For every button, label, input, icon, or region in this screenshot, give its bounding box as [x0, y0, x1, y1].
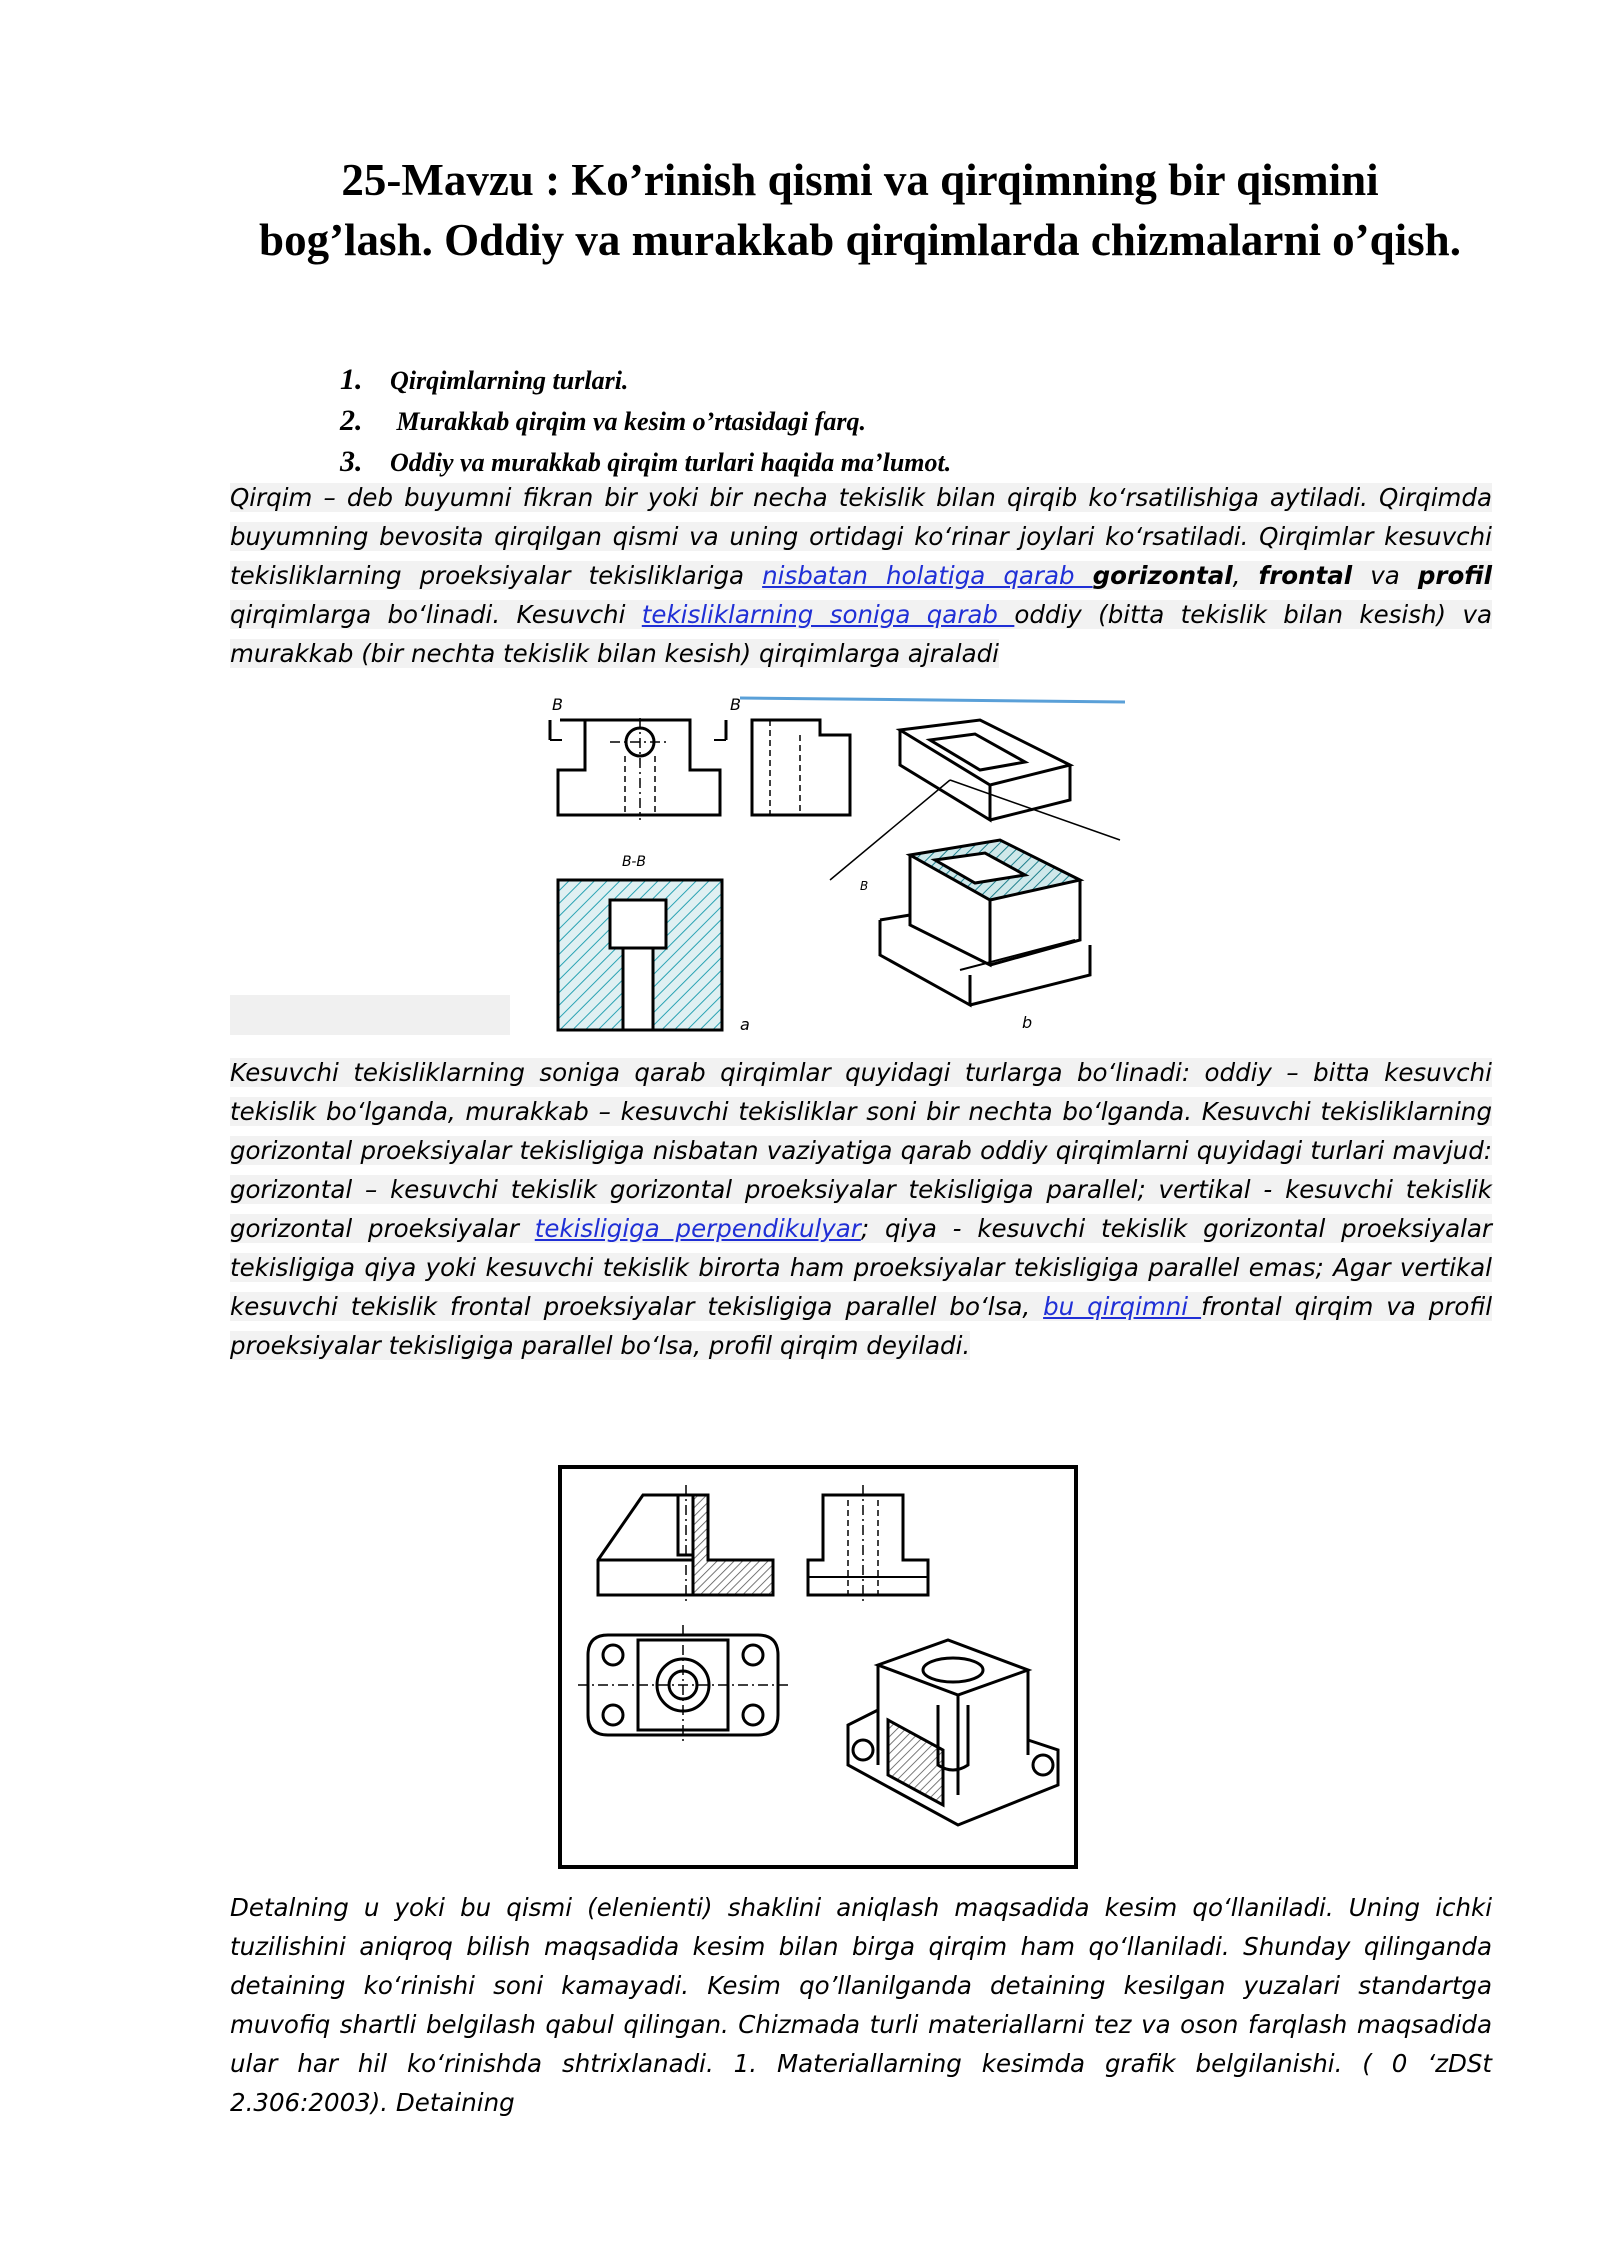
link-tekisliklarning-soniga[interactable]: tekisliklarning soniga qarab — [641, 600, 1015, 629]
figure-complex-section — [558, 1465, 1078, 1870]
bold-term: profil — [1417, 561, 1492, 590]
outline-text: Qirqimlarning turlari. — [390, 366, 629, 395]
bold-term: gorizontal — [1092, 561, 1233, 590]
topic-outline — [340, 360, 1340, 483]
text-segment: va — [1352, 561, 1418, 590]
text-segment: Qirqim – deb buyumni fikran bir yoki bir necha tekislik bilan qirqib ko‘rsatilishiga aytiladi. Qirqimda buyumning bevosita qirqilgan qismi va uning ortidagi ko‘rinar joylari ko‘rsatiladi. Qirqimlar kesuvchi tekisliklarning proeksiyalar tekisliklariga — [230, 483, 1492, 590]
label-section: B-B — [622, 854, 647, 870]
label-b-fig: b — [1022, 1013, 1033, 1032]
paragraph-qirqim-types — [230, 1053, 1492, 1365]
isometric-drawing — [830, 720, 1120, 1005]
link-nisbatan-holatiga[interactable]: nisbatan holatiga qarab — [762, 561, 1093, 590]
label-b-right: B — [730, 695, 741, 714]
outline-text: Oddiy va murakkab qirqim turlari haqida ma’lumot. — [390, 448, 952, 477]
label-a: a — [740, 1015, 750, 1034]
paragraph-kesim: Detalning u yoki bu qismi (elenienti) shaklini aniqlash maqsadida kesim qo‘llaniladi. Uning ichki tuzilishini aniqroq bilish maqsadida kesim bilan birga qirqim ham qo‘llaniladi. Shunday qilinganda detaining ko‘rinishi soni kamayadi. Kesim qo’llanilganda detaining kesilgan yuzalari standartga muvofiq shartli belgilash qabul qilingan. Chizmada turli materiallarni tez va oson farqlash maqsadida ular har hil ko‘rinishda shtrixlanadi. 1. Materiallarning kesimda grafik belgilanishi. ( 0 ‘zDSt 2.306:2003). Detaining — [230, 1893, 1492, 2117]
outline-number: 2. — [340, 404, 363, 437]
outline-text: Murakkab qirqim va kesim o’rtasidagi farq. — [390, 407, 866, 436]
paragraph-qirqim-definition — [230, 478, 1492, 673]
text-segment: oddiy (bitta tekislik bilan kesish) va murakkab (bir nechta tekislik bilan kesish) qirqimlarga ajraladi — [230, 600, 1492, 668]
outline-number: 1. — [340, 363, 363, 396]
label-b-left: B — [552, 695, 563, 714]
text-segment: frontal qirqim va profil proeksiyalar tekisligiga parallel bo‘lsa, profil qirqim deyiladi. — [230, 1292, 1492, 1360]
side-view-drawing — [752, 720, 850, 815]
link-bu-qirqimni[interactable]: bu qirqimni — [1043, 1292, 1202, 1321]
page-title: 25-Mavzu : Ko’rinish qismi va qirqimning bir qismini bog’lash. Oddiy va murakkab qirqimlarda chizmalarni o’qish. — [259, 155, 1461, 265]
text-run — [230, 1058, 1492, 1360]
outline-number: 3. — [340, 445, 363, 478]
text-segment: , — [1232, 561, 1259, 590]
frame-line — [740, 698, 1125, 702]
text-run — [230, 483, 1492, 668]
text-segment: Kesuvchi tekisliklarning soniga qarab qirqimlar quyidagi turlarga bo‘linadi: oddiy – bitta kesuvchi tekislik bo‘lganda, murakkab – kesuvchi tekisliklar soni bir nechta bo‘lganda. Kesuvchi tekisliklarning gorizontal proeksiyalar tekisligiga nisbatan vaziyatiga qarab oddiy qirqimlarni quyidagi turlari mavjud: gorizontal – kesuvchi tekislik gorizontal proeksiyalar tekisligiga parallel; vertikal - kesuvchi tekislik gorizontal proeksiyalar — [230, 1058, 1492, 1243]
outline-item — [340, 401, 1340, 442]
text-segment: qirqimlarga bo‘linadi. Kesuvchi — [230, 600, 642, 629]
outline-item — [340, 442, 1340, 483]
label-plane: B — [860, 879, 869, 893]
outline-item — [340, 360, 1340, 401]
figure-section-views — [530, 690, 1130, 1040]
bold-term: frontal — [1258, 561, 1353, 590]
front-view-drawing — [550, 718, 726, 820]
grey-placeholder-box — [230, 995, 510, 1035]
section-view-drawing — [558, 880, 722, 1030]
text-segment: ; qiya - kesuvchi tekislik gorizontal proeksiyalar tekisligiga qiya yoki kesuvchi tekislik birorta ham proeksiyalar tekisligiga parallel emas; Agar vertikal kesuvchi tekislik frontal proeksiyalar tekisligiga parallel bo‘lsa, — [230, 1214, 1492, 1321]
link-tekisligiga-perpendikulyar[interactable]: tekisligiga perpendikulyar — [534, 1214, 861, 1243]
